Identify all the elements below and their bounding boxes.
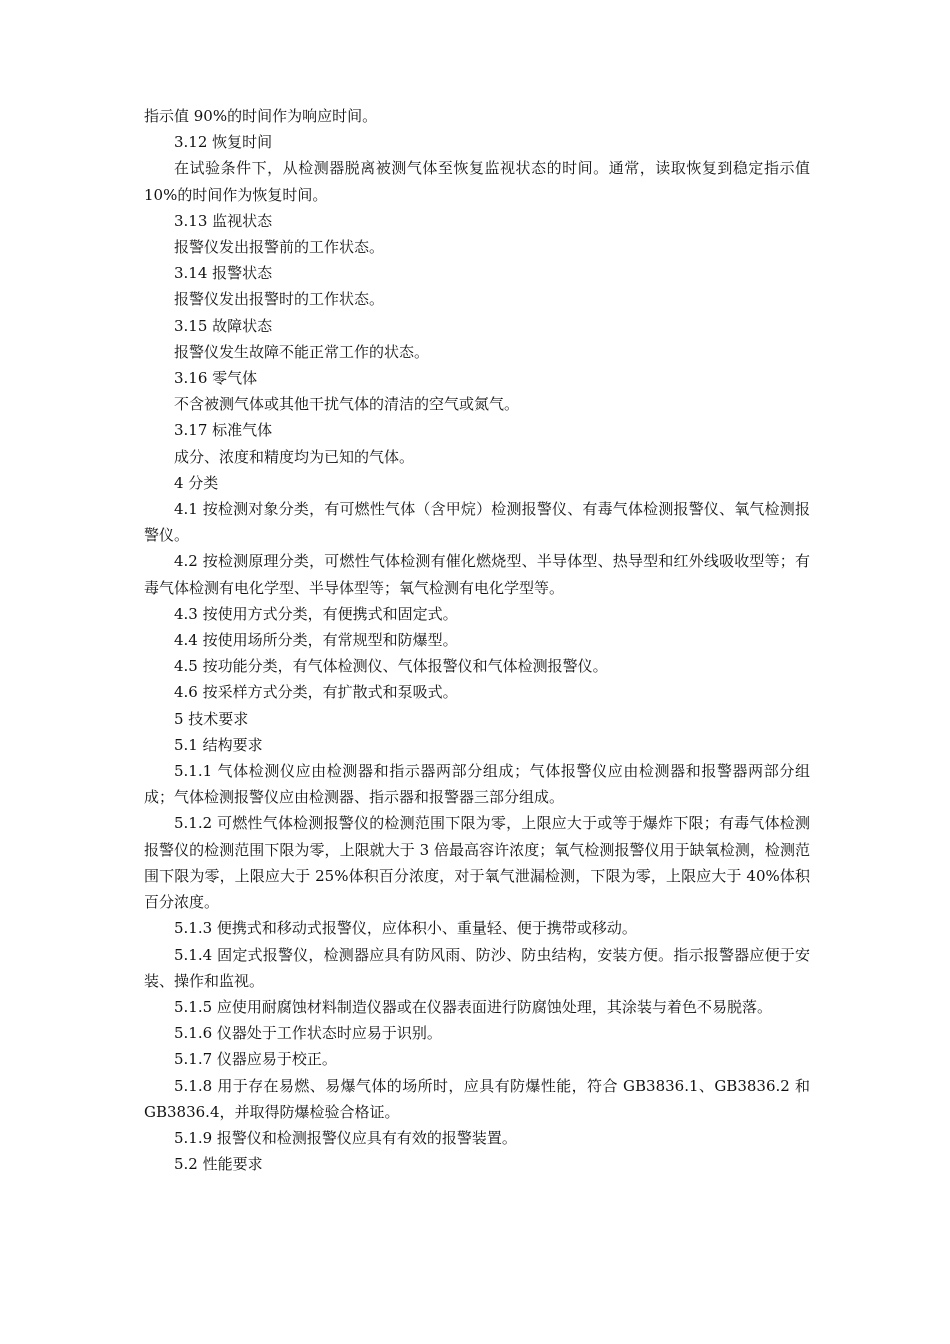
paragraph-monitor-state: 报警仪发出报警前的工作状态。 bbox=[174, 238, 385, 257]
paragraph-4-2: 4.2 按检测原理分类，可燃性气体检测有催化燃烧型、半导体型、热导型和红外线吸收型等；有毒气体检测有电化学型、半导体型等；氧气检测有电化学型等。 bbox=[144, 552, 810, 597]
paragraph-zero-gas: 不含被测气体或其他干扰气体的清洁的空气或氮气。 bbox=[174, 395, 520, 414]
paragraph-5-1-5: 5.1.5 应使用耐腐蚀材料制造仪器或在仪器表面进行防腐蚀处理，其涂装与着色不易脱落。 bbox=[174, 997, 772, 1016]
paragraph-5-1-1: 5.1.1 气体检测仪应由检测器和指示器两部分组成；气体报警仪应由检测器和报警器两部分组成；气体检测报警仪应由检测器、指示器和报警器三部分组成。 bbox=[144, 762, 810, 807]
section-heading-3-15: 3.15 故障状态 bbox=[174, 316, 273, 335]
paragraph-4-4: 4.4 按使用场所分类，有常规型和防爆型。 bbox=[174, 631, 458, 650]
paragraph-alarm-state: 报警仪发出报警时的工作状态。 bbox=[174, 290, 385, 309]
section-heading-5: 5 技术要求 bbox=[174, 709, 249, 728]
section-heading-3-16: 3.16 零气体 bbox=[174, 369, 258, 388]
paragraph-5-1-9: 5.1.9 报警仪和检测报警仪应具有有效的报警装置。 bbox=[174, 1128, 517, 1147]
paragraph-4-3: 4.3 按使用方式分类，有便携式和固定式。 bbox=[174, 604, 458, 623]
paragraph-5-1-4: 5.1.4 固定式报警仪，检测器应具有防风雨、防沙、防虫结构，安装方便。指示报警器应便于安装、操作和监视。 bbox=[144, 945, 810, 990]
paragraph-5-1-3: 5.1.3 便携式和移动式报警仪，应体积小、重量轻、便于携带或移动。 bbox=[174, 919, 637, 938]
paragraph-5-1-7: 5.1.7 仪器应易于校正。 bbox=[174, 1050, 337, 1069]
section-heading-3-13: 3.13 监视状态 bbox=[174, 211, 273, 230]
section-heading-3-12: 3.12 恢复时间 bbox=[174, 133, 273, 152]
paragraph-continuation: 指示值 90%的时间作为响应时间。 bbox=[144, 107, 378, 125]
section-heading-4: 4 分类 bbox=[174, 473, 219, 492]
section-heading-5-1: 5.1 结构要求 bbox=[174, 735, 263, 754]
paragraph-recovery-time: 在试验条件下，从检测器脱离被测气体至恢复监视状态的时间。通常，读取恢复到稳定指示值 10%的时间作为恢复时间。 bbox=[144, 159, 810, 204]
document-body bbox=[144, 103, 810, 1177]
paragraph-4-1: 4.1 按检测对象分类，有可燃性气体（含甲烷）检测报警仪、有毒气体检测报警仪、氧气检测报警仪。 bbox=[144, 500, 810, 545]
paragraph-4-5: 4.5 按功能分类，有气体检测仪、气体报警仪和气体检测报警仪。 bbox=[174, 657, 608, 676]
paragraph-5-1-2: 5.1.2 可燃性气体检测报警仪的检测范围下限为零，上限应大于或等于爆炸下限；有毒气体检测报警仪的检测范围下限为零，上限就大于 3 倍最高容许浓度；氧气检测报警仪用于缺氧检测，检测范围下限为零，上限应大于 25%体积百分浓度，对于氧气泄漏检测，下限为零，上限应大于 40%体积百分浓度。 bbox=[144, 814, 810, 912]
section-heading-3-17: 3.17 标准气体 bbox=[174, 421, 273, 440]
paragraph-standard-gas: 成分、浓度和精度均为已知的气体。 bbox=[174, 447, 415, 466]
paragraph-4-6: 4.6 按采样方式分类，有扩散式和泵吸式。 bbox=[174, 683, 458, 702]
paragraph-fault-state: 报警仪发生故障不能正常工作的状态。 bbox=[174, 342, 430, 361]
paragraph-5-1-6: 5.1.6 仪器处于工作状态时应易于识别。 bbox=[174, 1024, 442, 1043]
paragraph-5-1-8: 5.1.8 用于存在易燃、易爆气体的场所时，应具有防爆性能，符合 GB3836.1、GB3836.2 和 GB3836.4，并取得防爆检验合格证。 bbox=[144, 1076, 810, 1121]
section-heading-5-2: 5.2 性能要求 bbox=[174, 1155, 263, 1174]
section-heading-3-14: 3.14 报警状态 bbox=[174, 264, 273, 283]
